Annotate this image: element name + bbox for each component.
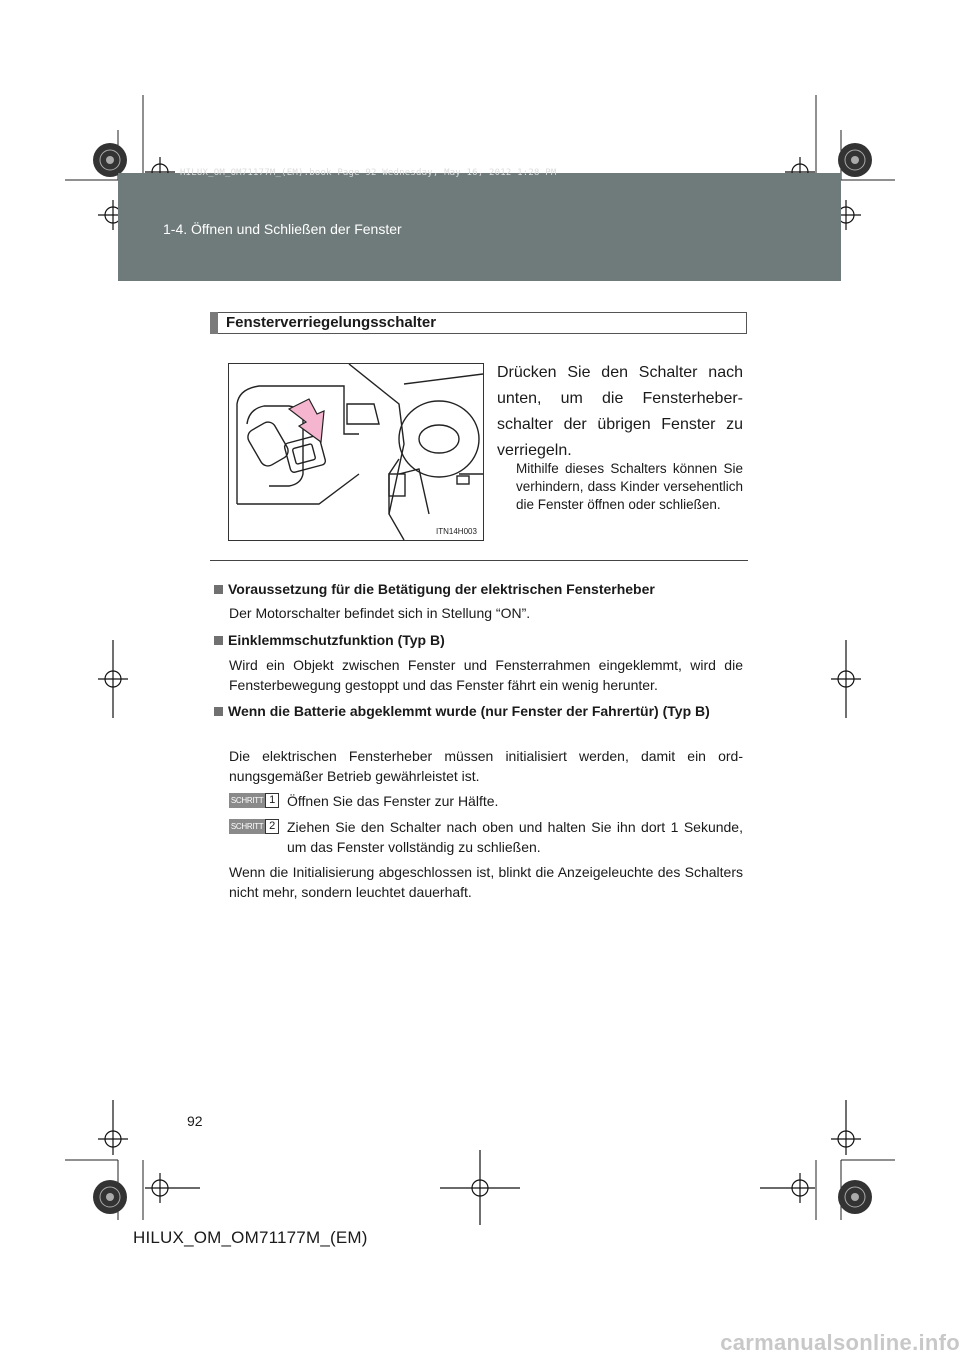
note-body-3: Die elektrischen Fensterheber müssen initialisiert werden, damit ein ordnungsgemäßer Betrieb gewährleistet ist.	[229, 748, 743, 784]
step-text-1: Öffnen Sie das Fenster zur Hälfte.	[287, 793, 499, 809]
section-divider	[210, 560, 748, 561]
window-lock-illustration	[228, 363, 484, 541]
starburst-mark	[93, 1180, 127, 1214]
crosshair-target	[440, 1150, 520, 1225]
section-heading: Fensterverriegelungsschalter	[226, 314, 437, 331]
page-number: 92	[187, 1113, 203, 1129]
step-badge-2: SCHRITT 2	[229, 819, 279, 834]
crosshair-target	[831, 640, 861, 718]
crosshair-target	[831, 1100, 861, 1155]
step-text-2: Ziehen Sie den Schalter nach oben und halten Sie ihn dort 1 Sekunde, um das Fenster vollständig zu schließen.	[287, 819, 743, 855]
section-heading-marker	[210, 312, 218, 334]
starburst-mark	[838, 1180, 872, 1214]
closing-text: Wenn die Initialisierung abgeschlossen ist, blinkt die Anzeigeleuchte des Schalters nicht mehr, sondern leuchtet dauerhaft.	[229, 864, 743, 900]
square-bullet-icon	[214, 585, 223, 594]
note-title-3: Wenn die Batterie abgeklemmt wurde (nur Fenster der Fahrertür) (Typ B)	[214, 701, 744, 721]
crosshair-target	[145, 1173, 200, 1203]
illustration-code: ITN14H003	[436, 527, 477, 536]
starburst-mark	[838, 143, 872, 177]
book-stamp: HILUX_OM_OM71177M_(EM).book Page 92 Wednesday, May 16, 2012 1:28 PM	[180, 168, 557, 178]
note-title-2: Einklemmschutzfunktion (Typ B)	[214, 630, 744, 650]
crosshair-target	[760, 1173, 815, 1203]
crosshair-target	[98, 1100, 128, 1155]
note-title-1: Voraussetzung für die Betätigung der elektrischen Fensterheber	[214, 579, 744, 599]
note-body-2: Wird ein Objekt zwischen Fenster und Fensterrahmen eingeklemmt, wird die Fensterbewegung gestoppt und das Fenster fährt ein wenig herunter.	[229, 657, 743, 693]
document-code: HILUX_OM_OM71177M_(EM)	[133, 1228, 368, 1247]
note-body-1: Der Motorschalter befindet sich in Stellung “ON”.	[229, 605, 531, 621]
section-breadcrumb: 1-4. Öffnen und Schließen der Fenster	[163, 221, 402, 237]
square-bullet-icon	[214, 707, 223, 716]
starburst-mark	[93, 143, 127, 177]
crosshair-target	[98, 640, 128, 718]
watermark: carmanualsonline.info	[720, 1330, 960, 1355]
instruction-subtext: Mithilfe dieses Schalters können Sie verhindern, dass Kinder versehentlich die Fenster öffnen oder schließen.	[516, 461, 743, 512]
square-bullet-icon	[214, 636, 223, 645]
step-badge-1: SCHRITT 1	[229, 793, 279, 808]
instruction-text: Drücken Sie den Schalter nach unten, um die Fensterheberschalter der übrigen Fenster zu verriegeln.	[497, 364, 743, 459]
